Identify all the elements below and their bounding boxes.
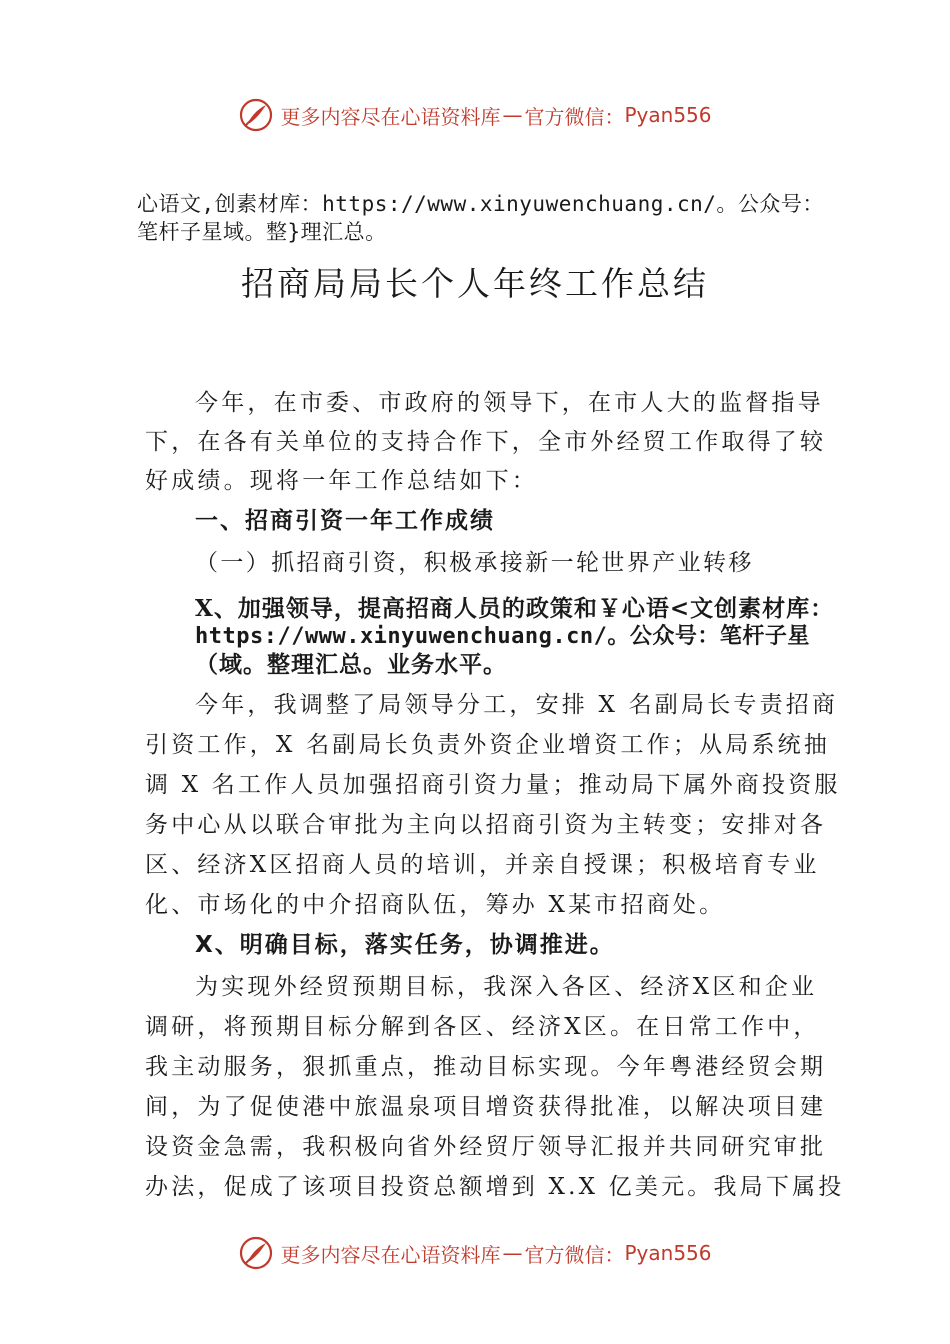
watermark-wechat-label: 官方微信：	[524, 104, 625, 129]
point1-body-line: 化、市场化的中介招商队伍，筹办 X某市招商处。	[145, 892, 726, 918]
point1-body-line: 引资工作，X 名副局长负责外资企业增资工作；从局系统抽	[145, 732, 831, 758]
point1-heading-line: （域。整理汇总。业务水平。	[195, 651, 507, 678]
document-title: 招商局局长个人年终工作总结	[241, 264, 709, 303]
point2-body-line: 我主动服务，狠抓重点，推动目标实现。今年粤港经贸会期	[145, 1054, 827, 1080]
watermark-wechat-id: Pyan556	[624, 103, 712, 127]
watermark-separator: —	[502, 103, 523, 127]
point1-heading-line: https://www.xinyuwenchuang.cn/。公众号：笔杆子星	[195, 624, 810, 649]
watermark-site-text: 更多内容尽在心语资料库	[280, 1242, 501, 1267]
header-note-line-1: 心语文,创素材库：https://www.xinyuwenchuang.cn/。公众号：	[137, 192, 824, 216]
subsection-heading: （一）抓招商引资，积极承接新一轮世界产业转移	[195, 550, 754, 576]
point2-body-line: 设资金急需，我积极向省外经贸厅领导汇报并共同研究审批	[145, 1134, 827, 1160]
point1-body-line: 务中心从以联合审批为主向以招商引资为主转变；安排对各	[145, 812, 827, 838]
watermark-banner-top	[0, 95, 950, 135]
point1-body-line: 今年，我调整了局领导分工，安排 X 名副局长专责招商	[195, 692, 839, 718]
section-heading: 一、招商引资一年工作成绩	[195, 508, 495, 534]
point1-body-line: 区、经济X区招商人员的培训，并亲自授课；积极培育专业	[145, 852, 820, 878]
watermark-wechat-label: 官方微信：	[524, 1242, 625, 1267]
watermark-site-text: 更多内容尽在心语资料库	[280, 104, 501, 129]
quill-logo-icon	[238, 97, 274, 133]
quill-logo-icon	[238, 1235, 274, 1271]
watermark-wechat-id: Pyan556	[624, 1241, 712, 1265]
point1-heading-line: X、加强领导，提高招商人员的政策和￥心语<文创素材库：	[195, 595, 835, 622]
point2-body-line: 间，为了促使港中旅温泉项目增资获得批准，以解决项目建	[145, 1094, 827, 1120]
point2-heading: X、明确目标，落实任务，协调推进。	[195, 932, 615, 958]
intro-line: 下，在各有关单位的支持合作下，全市外经贸工作取得了较	[145, 429, 827, 455]
watermark-banner-bottom	[0, 1233, 950, 1273]
point2-body-line: 为实现外经贸预期目标，我深入各区、经济X区和企业	[195, 974, 818, 1000]
header-note-line-2: 笔杆子星域。整}理汇总。	[137, 220, 387, 244]
intro-line: 好成绩。现将一年工作总结如下：	[145, 468, 538, 494]
watermark-separator: —	[502, 1241, 523, 1265]
point2-body-line: 调研，将预期目标分解到各区、经济X区。在日常工作中，	[145, 1014, 820, 1040]
intro-line: 今年，在市委、市政府的领导下，在市人大的监督指导	[195, 390, 824, 416]
point1-body-line: 调 X 名工作人员加强招商引资力量；推动局下属外商投资服	[145, 772, 841, 798]
point2-body-line: 办法，促成了该项目投资总额增到 X.X 亿美元。我局下属投	[145, 1174, 845, 1200]
